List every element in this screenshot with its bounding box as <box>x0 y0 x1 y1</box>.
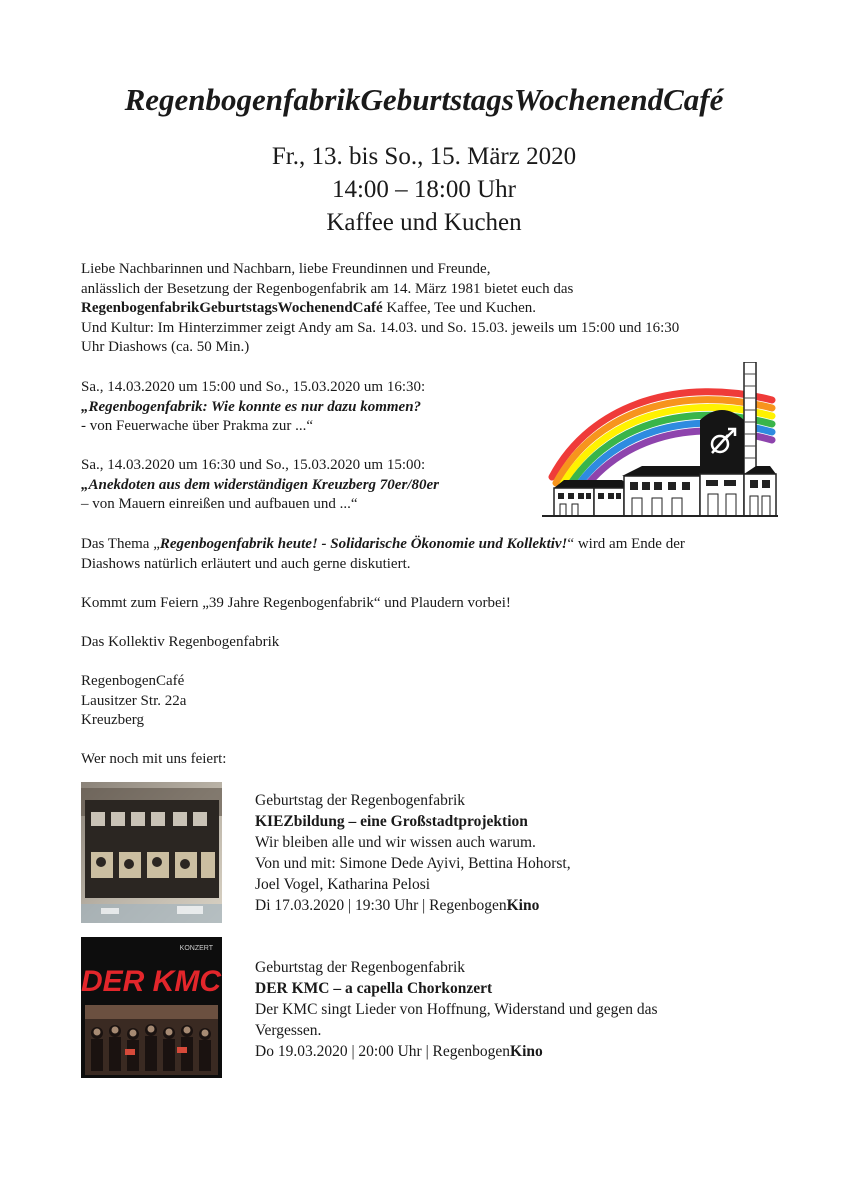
invite-text: Kommt zum Feiern „39 Jahre Regenbogenfabrik“ und Plaudern vorbei! <box>81 595 511 611</box>
poster-title: DER KMC <box>81 965 221 998</box>
poster-label: KONZERT <box>179 945 213 952</box>
event-kicker: Geburtstag der Regenbogenfabrik <box>255 792 466 809</box>
signature: Das Kollektiv Regenbogenfabrik <box>81 634 280 650</box>
intro-line: Uhr Diashows (ca. 50 Min.) <box>81 339 250 355</box>
intro-line: Liebe Nachbarinnen und Nachbarn, liebe Freundinnen und Freunde, <box>81 261 491 277</box>
slideshow-when: Sa., 14.03.2020 um 15:00 und So., 15.03.2020 um 16:30: <box>81 379 426 395</box>
event-kicker: Geburtstag der Regenbogenfabrik <box>255 959 466 976</box>
intro-line: RegenbogenfabrikGeburtstagsWochenendCafé Kaffee, Tee und Kuchen. <box>81 300 537 316</box>
event-desc: Vergessen. <box>255 1022 322 1039</box>
event-time: 14:00 – 18:00 Uhr <box>331 176 517 203</box>
cafe-name: RegenbogenfabrikGeburtstagsWochenendCafé <box>81 300 383 316</box>
event-kmc <box>255 957 775 1062</box>
venue-district: Kreuzberg <box>81 712 145 728</box>
page-title: RegenbogenfabrikGeburtstagsWochenendCafé <box>124 82 724 117</box>
intro-paragraph <box>81 260 781 358</box>
event-desc: Wir bleiben alle und wir wissen auch warum. <box>255 834 536 851</box>
intro-line: Und Kultur: Im Hinterzimmer zeigt Andy am Sa. 14.03. und So. 15.03. jeweils um 15:00 und 16:30 <box>81 319 680 336</box>
slideshow-title: „Anekdoten aus dem widerständigen Kreuzberg 70er/80er <box>81 476 439 493</box>
venue-street: Lausitzer Str. 22a <box>81 692 187 709</box>
event-desc: Von und mit: Simone Dede Ayivi, Bettina Hohorst, <box>255 855 571 872</box>
event-desc: Joel Vogel, Katharina Pelosi <box>255 876 431 893</box>
venue-name: RegenbogenCafé <box>81 673 185 689</box>
event-kiezbildung <box>255 790 775 916</box>
kmc-poster <box>81 937 222 1078</box>
theme-title: Regenbogenfabrik heute! - Solidarische Ökonomie und Kollektiv! <box>159 536 568 552</box>
theme-paragraph: Das Thema „Regenbogenfabrik heute! - Solidarische Ökonomie und Kollektiv!“ wird am Ende der Diashows natürlich erläutert und auch gerne diskutiert. <box>81 536 685 572</box>
others-heading: Wer noch mit uns feiert: <box>81 751 227 767</box>
event-when: Di 17.03.2020 | 19:30 Uhr | RegenbogenKino <box>255 897 540 914</box>
event-title: KIEZbildung – eine Großstadtprojektion <box>255 813 528 830</box>
address-block <box>81 672 781 731</box>
event-when: Do 19.03.2020 | 20:00 Uhr | RegenbogenKino <box>255 1043 543 1060</box>
event-date: Fr., 13. bis So., 15. März 2020 <box>271 143 577 170</box>
slideshow-desc: - von Feuerwache über Prakma zur ...“ <box>81 418 313 434</box>
event-offer: Kaffee und Kuchen <box>326 209 522 236</box>
event-desc: Der KMC singt Lieder von Hoffnung, Widerstand und gegen das <box>255 1001 658 1018</box>
slideshow-when: Sa., 14.03.2020 um 16:30 und So., 15.03.2020 um 15:00: <box>81 457 426 473</box>
kiezbildung-photo <box>81 782 222 923</box>
intro-line: anlässlich der Besetzung der Regenbogenfabrik am 14. März 1981 bietet euch das <box>81 280 574 297</box>
slideshow-desc: – von Mauern einreißen und aufbauen und ...“ <box>81 496 358 512</box>
regenbogenfabrik-logo <box>542 362 778 518</box>
event-title: DER KMC – a capella Chorkonzert <box>255 980 493 997</box>
slideshow-title: „Regenbogenfabrik: Wie konnte es nur dazu kommen? <box>81 398 422 415</box>
